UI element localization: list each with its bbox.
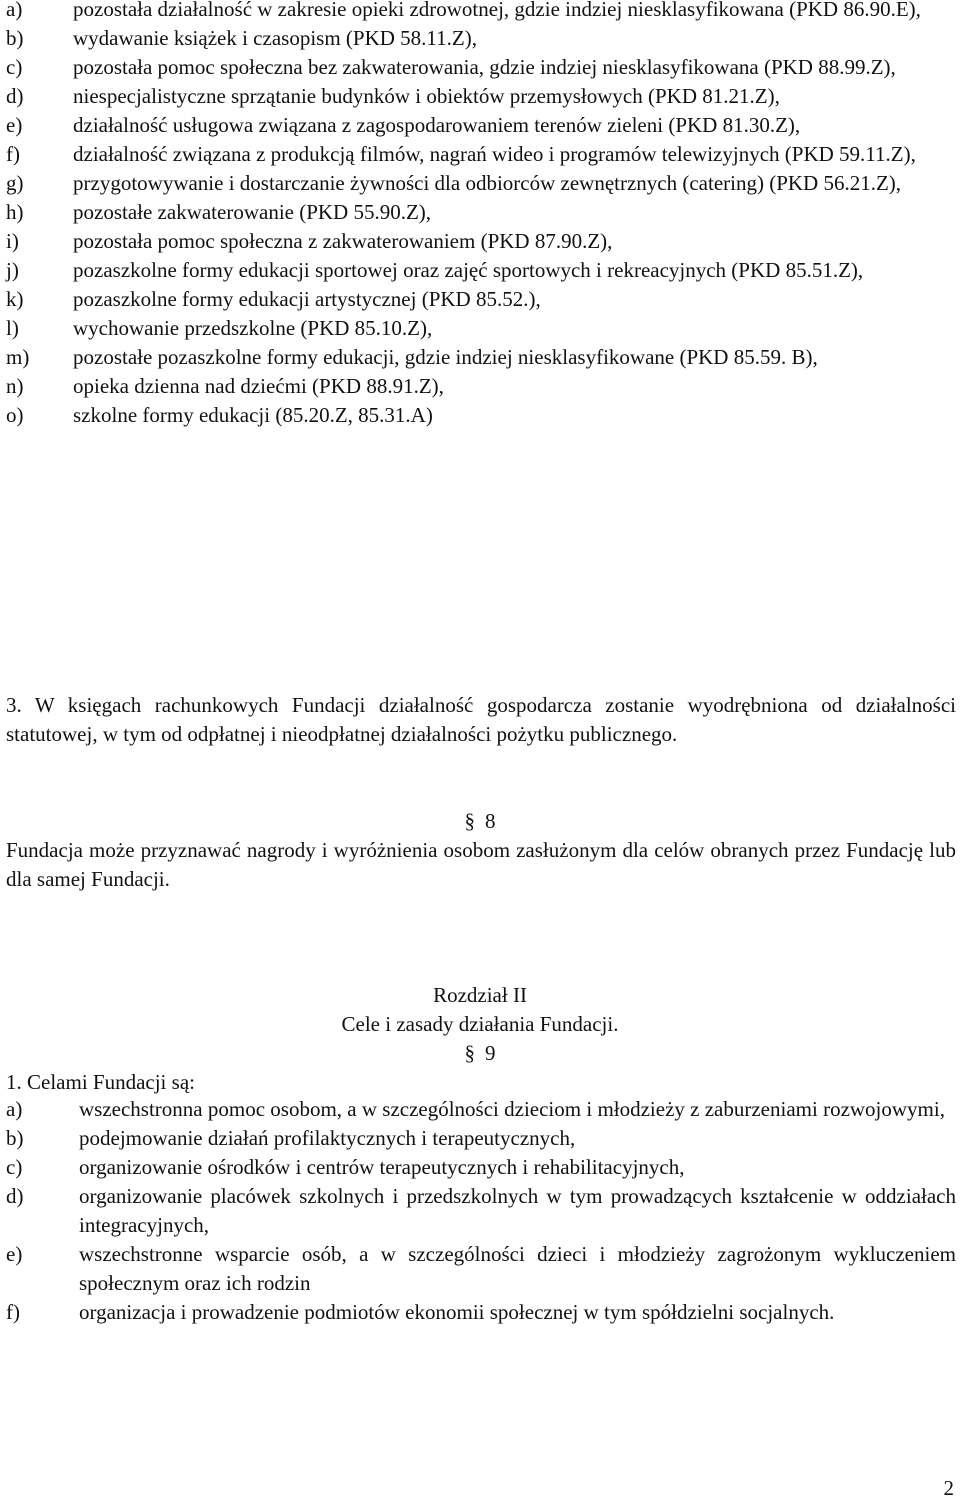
- list-item: [6, 111, 956, 140]
- list-item-text: działalność usługowa związana z zagospodarowaniem terenów zieleni (PKD 81.30.Z),: [73, 113, 801, 137]
- list-item-label: d): [6, 84, 24, 108]
- list-item-text: opieka dzienna nad dziećmi (PKD 88.91.Z),: [73, 374, 444, 398]
- list-item-text: pozostała pomoc społeczna bez zakwaterowania, gdzie indziej niesklasyfikowana (PKD 88.99.Z),: [73, 55, 896, 79]
- section-8-paragraph: Fundacja może przyznawać nagrody i wyróżnienia osobom zasłużonym dla celów obranych przez Fundację lub dla samej Fundacji.: [6, 838, 956, 891]
- list-item-text: pozostałe zakwaterowanie (PKD 55.90.Z),: [73, 200, 432, 224]
- list-item-label: d): [6, 1184, 24, 1208]
- list-item-text: podejmowanie działań profilaktycznych i terapeutycznych,: [79, 1126, 576, 1150]
- list-item: [6, 53, 956, 82]
- list-item-label: b): [6, 26, 24, 50]
- list-item-label: c): [6, 1155, 23, 1179]
- list-item-text: wszechstronna pomoc osobom, a w szczególności dzieciom i młodzieży z zaburzeniami rozwojowymi,: [79, 1097, 945, 1121]
- list-item: [6, 1182, 956, 1240]
- list-item-label: e): [6, 1242, 23, 1266]
- list-item: [6, 343, 956, 372]
- list-item-text: pozaszkolne formy edukacji sportowej oraz zajęć sportowych i rekreacyjnych (PKD 85.51.Z),: [73, 258, 864, 282]
- list-item: [6, 1153, 956, 1182]
- list-item: [6, 82, 956, 111]
- list-item: [6, 0, 956, 24]
- list-item: [6, 1095, 956, 1124]
- list-item-label: l): [6, 316, 19, 340]
- list-item-text: szkolne formy edukacji (85.20.Z, 85.31.A): [73, 403, 433, 427]
- section-symbol: §: [464, 1041, 475, 1065]
- list-item-label: n): [6, 374, 24, 398]
- page-number: 2: [943, 1476, 954, 1500]
- list-item-text: niespecjalistyczne sprzątanie budynków i obiektów przemysłowych (PKD 81.21.Z),: [73, 84, 780, 108]
- list-item: [6, 256, 956, 285]
- list-item-label: a): [6, 1097, 23, 1121]
- list-item-text: pozostała działalność w zakresie opieki zdrowotnej, gdzie indziej niesklasyfikowana (PKD 86.90.E),: [73, 0, 921, 21]
- list-item: [6, 314, 956, 343]
- list-item-label: m): [6, 345, 30, 369]
- point-3-paragraph: 3. W księgach rachunkowych Fundacji działalność gospodarcza zostanie wyodrębniona od działalności statutowej, w tym od odpłatnej i nieodpłatnej działalności pożytku publicznego.: [6, 693, 956, 746]
- section-number: 8: [485, 809, 496, 833]
- list-item-text: organizowanie ośrodków i centrów terapeutycznych i rehabilitacyjnych,: [79, 1155, 685, 1179]
- list-item-text: organizowanie placówek szkolnych i przedszkolnych w tym prowadzących kształcenie w oddziałach integracyjnych,: [79, 1184, 956, 1237]
- section-9-heading: [0, 1039, 960, 1068]
- section-symbol: §: [464, 809, 475, 833]
- list-item-label: j): [6, 258, 19, 282]
- list-item-label: a): [6, 0, 23, 21]
- list-item-text: pozaszkolne formy edukacji artystycznej (PKD 85.52.),: [73, 287, 541, 311]
- pkd-activity-list: [6, 0, 956, 430]
- list-item: [6, 169, 956, 198]
- list-item-label: k): [6, 287, 24, 311]
- list-item-label: h): [6, 200, 24, 224]
- list-item-label: g): [6, 171, 24, 195]
- list-item-label: b): [6, 1126, 24, 1150]
- point-1-heading: 1. Celami Fundacji są:: [6, 1070, 195, 1094]
- list-item-label: e): [6, 113, 23, 137]
- list-item-text: pozostałe pozaszkolne formy edukacji, gdzie indziej niesklasyfikowane (PKD 85.59. B),: [73, 345, 818, 369]
- list-item: [6, 24, 956, 53]
- list-item-label: f): [6, 1300, 20, 1324]
- list-item-label: c): [6, 55, 23, 79]
- list-item: [6, 227, 956, 256]
- list-item-text: działalność związana z produkcją filmów, nagrań wideo i programów telewizyjnych (PKD 59.11.Z),: [73, 142, 916, 166]
- list-item: [6, 140, 956, 169]
- foundation-goals-list: [6, 1095, 956, 1327]
- list-item-text: wszechstronne wsparcie osób, a w szczególności dzieci i młodzieży zagrożonym wykluczeniem społecznym oraz ich rodzin: [79, 1242, 956, 1295]
- list-item-label: o): [6, 403, 24, 427]
- list-item-label: f): [6, 142, 20, 166]
- list-item: [6, 1298, 956, 1327]
- chapter-title: Rozdział II: [433, 983, 527, 1007]
- list-item-text: pozostała pomoc społeczna z zakwaterowaniem (PKD 87.90.Z),: [73, 229, 613, 253]
- list-item-text: przygotowywanie i dostarczanie żywności dla odbiorców zewnętrznych (catering) (PKD 56.21.Z),: [73, 171, 902, 195]
- list-item-text: wydawanie książek i czasopism (PKD 58.11.Z),: [73, 26, 477, 50]
- list-item: [6, 1124, 956, 1153]
- list-item: [6, 198, 956, 227]
- list-item-label: i): [6, 229, 19, 253]
- list-item: [6, 401, 956, 430]
- list-item: [6, 285, 956, 314]
- list-item-text: wychowanie przedszkolne (PKD 85.10.Z),: [73, 316, 433, 340]
- list-item-text: organizacja i prowadzenie podmiotów ekonomii społecznej w tym spółdzielni socjalnych.: [79, 1300, 835, 1324]
- list-item: [6, 1240, 956, 1298]
- section-8-heading: [0, 807, 960, 836]
- chapter-subtitle: Cele i zasady działania Fundacji.: [341, 1012, 619, 1036]
- list-item: [6, 372, 956, 401]
- section-number: 9: [485, 1041, 496, 1065]
